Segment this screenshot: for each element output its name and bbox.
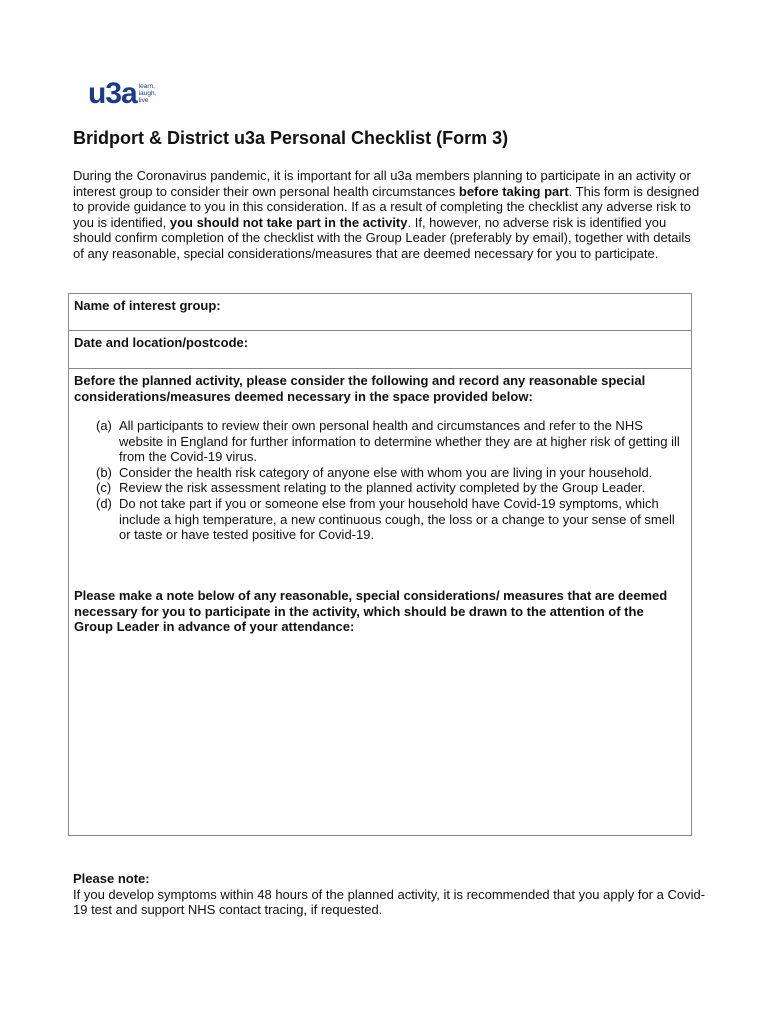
interest-group-row: [69, 294, 691, 331]
checklist-item-marker: (a): [96, 418, 112, 433]
u3a-logo: [88, 77, 157, 110]
checklist-item-d: [96, 496, 681, 543]
date-location-row: [69, 331, 691, 369]
date-location-label: Date and location/postcode:: [74, 335, 249, 350]
please-note-heading: Please note:: [73, 871, 150, 886]
note-prompt: Please make a note below of any reasonable, special considerations/ measures that are deemed necessary for you to participate in the activity, which should be drawn to the attention of the Group Leader in advance of your attendance:: [74, 588, 668, 635]
logo-wordmark: u3a: [88, 77, 137, 110]
logo-tagline-line-2: laugh,: [138, 90, 157, 97]
interest-group-label: Name of interest group:: [74, 298, 221, 313]
checklist-item-marker: (d): [96, 495, 112, 511]
intro-text-3: . If, however, no adverse risk is identified you should confirm completion of the checklist with the Group Leader (preferably by email), together with details of any reasonable, special considerations/measures that are deemed necessary for you to participate.: [73, 214, 691, 261]
checklist-form-table: [68, 293, 692, 836]
checklist-item-marker: (b): [96, 464, 112, 480]
checklist-item-b: [96, 465, 681, 481]
checklist-item-c: [96, 480, 681, 496]
please-note-section: [73, 871, 713, 918]
page-title: Bridport & District u3a Personal Checklist (Form 3): [73, 128, 509, 148]
intro-text-1: During the Coronavirus pandemic, it is important for all u3a members planning to participate in an activity or interest group to consider their own personal health circumstances: [73, 168, 691, 199]
checklist-item-a: [96, 418, 681, 465]
considerations-section: [69, 369, 691, 835]
intro-emphasis-do-not-take-part: you should not take part in the activity: [169, 214, 408, 230]
considerations-notes-textarea[interactable]: [74, 639, 686, 830]
interest-group-input[interactable]: [249, 296, 685, 326]
checklist-item-text: All participants to review their own personal health and circumstances and refer to the NHS website in England for further information to determine whether they are at higher risk of getting ill from the Covid-19 virus.: [119, 418, 680, 465]
intro-emphasis-before-taking-part: before taking part: [458, 183, 569, 199]
date-location-input[interactable]: [269, 333, 685, 363]
checklist-item-text: Consider the health risk category of anyone else with whom you are living in your household.: [119, 464, 653, 480]
logo-tagline: [139, 83, 157, 104]
checklist-item-text: Review the risk assessment relating to the planned activity completed by the Group Leader.: [119, 480, 646, 496]
please-note-text: If you develop symptoms within 48 hours of the planned activity, it is recommended that you apply for a Covid-19 test and support NHS contact tracing, if requested.: [73, 886, 706, 918]
intro-paragraph: [73, 168, 701, 262]
considerations-instruction: Before the planned activity, please consider the following and record any reasonable special considerations/measures deemed necessary in the space provided below:: [74, 373, 646, 404]
intro-text-2: . This form is designed to provide guidance to you in this consideration. If as a result of completing the checklist any adverse risk to you is identified,: [73, 183, 700, 230]
checklist-item-text: Do not take part if you or someone else from your household have Covid-19 symptoms, which include a high temperature, a new continuous cough, the loss or a change to your sense of smell or taste or have tested positive for Covid-19.: [119, 495, 675, 543]
checklist-item-marker: (c): [96, 480, 112, 496]
checklist-items: [96, 418, 681, 543]
logo-tagline-line-3: live: [138, 97, 149, 104]
logo-tagline-line-1: learn,: [138, 83, 155, 90]
